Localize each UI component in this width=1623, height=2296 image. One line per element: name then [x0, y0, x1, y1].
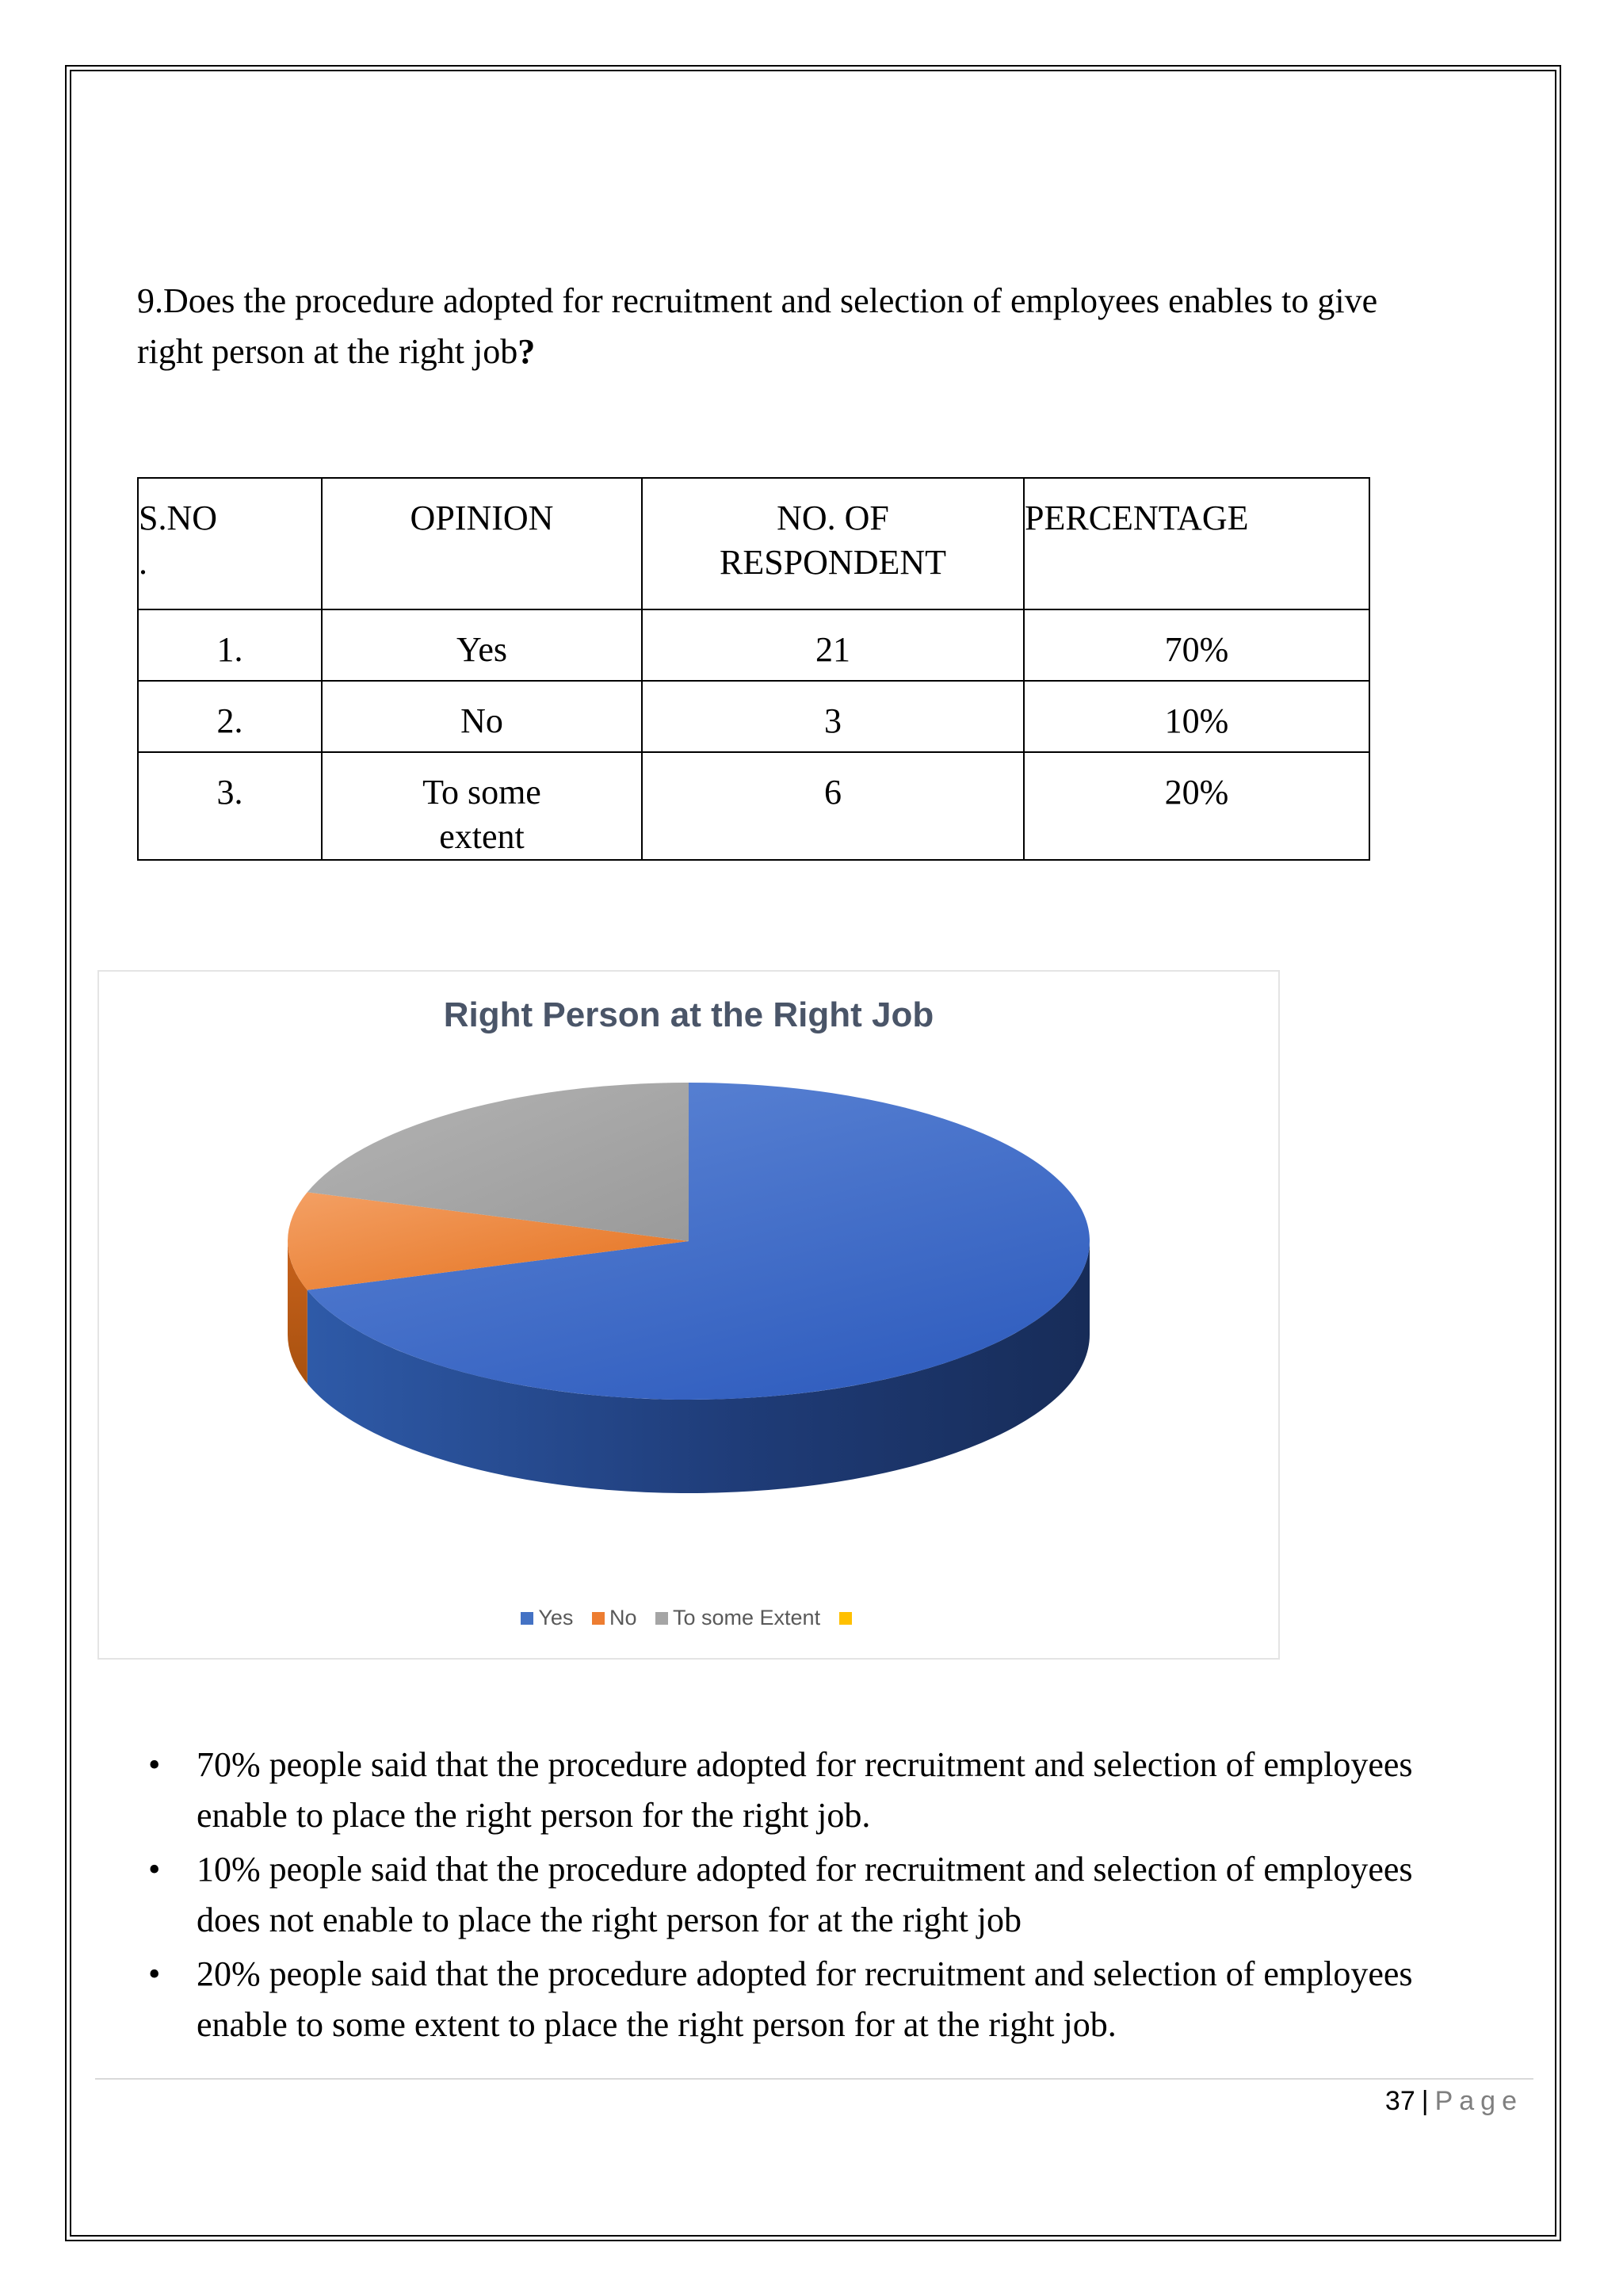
list-item: • 10% people said that the procedure adopted for recruitment and selection of employees does not enable to place the right person for at the right job — [137, 1844, 1484, 1946]
response-table — [137, 477, 1370, 861]
cell-count: 21 — [642, 609, 1024, 681]
list-item: • 70% people said that the procedure adopted for recruitment and selection of employees enable to place the right person for the right job. — [137, 1740, 1484, 1841]
legend-label-to-some-extent: To some Extent — [672, 1606, 821, 1629]
pie-chart — [97, 970, 1280, 1660]
header-opinion: OPINION — [322, 478, 642, 609]
cell-percent: 20% — [1024, 752, 1369, 860]
legend-item-no — [592, 1606, 637, 1630]
legend-item-yes — [521, 1606, 573, 1630]
legend-item-to-some-extent — [655, 1606, 820, 1630]
question-mark: ? — [517, 332, 536, 371]
cell-percent: 10% — [1024, 681, 1369, 752]
page-number-separator: | — [1421, 2086, 1429, 2116]
page-number — [1385, 2086, 1523, 2117]
legend-swatch-yes — [521, 1612, 533, 1625]
bullet-icon: • — [148, 1850, 161, 1889]
header-percentage: PERCENTAGE — [1024, 478, 1369, 609]
bullet-icon: • — [148, 1745, 161, 1784]
cell-opinion: To some extent — [322, 752, 642, 860]
footer-divider — [95, 2078, 1533, 2080]
legend-label-no: No — [609, 1606, 637, 1629]
table-row — [138, 609, 1369, 681]
findings-list — [137, 1740, 1484, 2053]
list-item: • 20% people said that the procedure adopted for recruitment and selection of employees enable to some extent to place the right person for at the right job. — [137, 1949, 1484, 2050]
question-text — [137, 276, 1437, 377]
legend-swatch-to-some-extent — [655, 1612, 668, 1625]
cell-count: 6 — [642, 752, 1024, 860]
legend-swatch-unnamed — [839, 1612, 852, 1625]
page-label: Page — [1434, 2086, 1523, 2116]
chart-title: Right Person at the Right Job — [443, 995, 934, 1034]
cell-count: 3 — [642, 681, 1024, 752]
cell-opinion: Yes — [322, 609, 642, 681]
table-row — [138, 681, 1369, 752]
table-header-row — [138, 478, 1369, 609]
chart-legend — [99, 1606, 1278, 1630]
legend-label-yes: Yes — [538, 1606, 574, 1629]
question-body: 9.Does the procedure adopted for recruitment and selection of employees enables to give right person at the right job — [137, 281, 1378, 371]
header-respondent: NO. OF RESPONDENT — [642, 478, 1024, 609]
cell-opinion: No — [322, 681, 642, 752]
legend-item-unnamed — [839, 1606, 857, 1630]
pie-chart-canvas — [99, 972, 1278, 1658]
cell-sno: 2. — [138, 681, 322, 752]
bullet-icon: • — [148, 1954, 161, 1993]
page-number-value: 37 — [1384, 2086, 1415, 2116]
header-sno: S.NO . — [138, 478, 322, 609]
legend-swatch-no — [592, 1612, 605, 1625]
table-row — [138, 752, 1369, 860]
cell-sno: 3. — [138, 752, 322, 860]
cell-percent: 70% — [1024, 609, 1369, 681]
cell-sno: 1. — [138, 609, 322, 681]
pie-slices — [288, 1083, 1090, 1400]
